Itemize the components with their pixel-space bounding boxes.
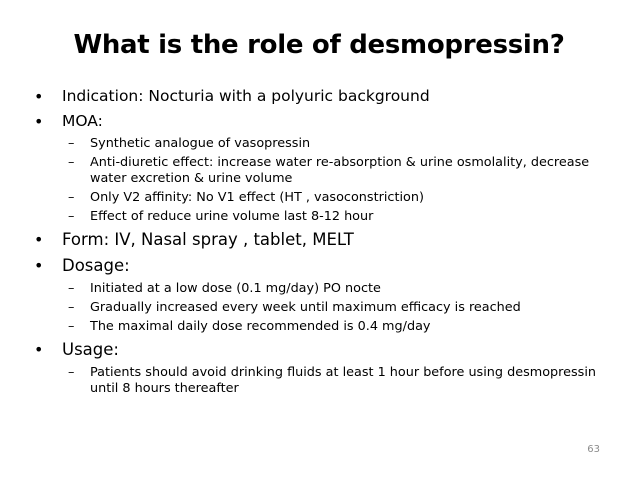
moa-subitems xyxy=(34,136,614,225)
list-item xyxy=(34,209,614,225)
dash-glyph: – xyxy=(68,136,75,151)
slide-title: What is the role of desmopressin? xyxy=(73,30,565,60)
bullet-glyph: • xyxy=(34,230,44,249)
bullet-text: Indication: Nocturia with a polyuric background xyxy=(62,87,430,105)
bullet-glyph: • xyxy=(34,256,44,275)
list-item-text: The maximal daily dose recommended is 0.4 mg/day xyxy=(90,319,431,334)
list-item-text: Gradually increased every week until maximum efficacy is reached xyxy=(90,300,521,315)
list-item xyxy=(34,155,614,187)
bullet-glyph: • xyxy=(34,112,44,131)
usage-subitems xyxy=(34,365,614,397)
dash-glyph: – xyxy=(68,209,75,224)
list-item-text: Effect of reduce urine volume last 8-12 hour xyxy=(90,209,374,224)
bullet-text: Dosage: xyxy=(62,256,130,275)
list-item xyxy=(34,190,614,206)
list-item xyxy=(34,281,614,297)
list-item-text: Initiated at a low dose (0.1 mg/day) PO nocte xyxy=(90,281,381,296)
dosage-subitems xyxy=(34,281,614,335)
bullet-form xyxy=(34,229,614,251)
slide-content xyxy=(34,86,614,401)
dash-glyph: – xyxy=(68,300,75,315)
list-item-text: Only V2 affinity: No V1 effect (HT , vasoconstriction) xyxy=(90,190,424,205)
list-item-text: Synthetic analogue of vasopressin xyxy=(90,136,311,151)
bullet-moa xyxy=(34,111,614,132)
list-item xyxy=(34,365,614,397)
bullet-glyph: • xyxy=(34,87,44,106)
bullet-dosage xyxy=(34,255,614,277)
bullet-text: MOA: xyxy=(62,112,103,130)
bullet-usage xyxy=(34,339,614,361)
dash-glyph: – xyxy=(68,281,75,296)
bullet-indication xyxy=(34,86,614,107)
page-number: 63 xyxy=(587,444,600,455)
list-item xyxy=(34,136,614,152)
list-item-text: Anti-diuretic effect: increase water re-absorption & urine osmolality, decrease water excretion & urine volume xyxy=(90,155,590,186)
list-item xyxy=(34,319,614,335)
dash-glyph: – xyxy=(68,190,75,205)
dash-glyph: – xyxy=(68,155,75,170)
list-item xyxy=(34,300,614,316)
bullet-text: Usage: xyxy=(62,340,119,359)
bullet-glyph: • xyxy=(34,340,44,359)
list-item-text: Patients should avoid drinking fluids at least 1 hour before using desmopressin until 8 hours thereafter xyxy=(90,365,597,396)
dash-glyph: – xyxy=(68,319,75,334)
bullet-text: Form: IV, Nasal spray , tablet, MELT xyxy=(62,230,354,249)
dash-glyph: – xyxy=(68,365,75,380)
